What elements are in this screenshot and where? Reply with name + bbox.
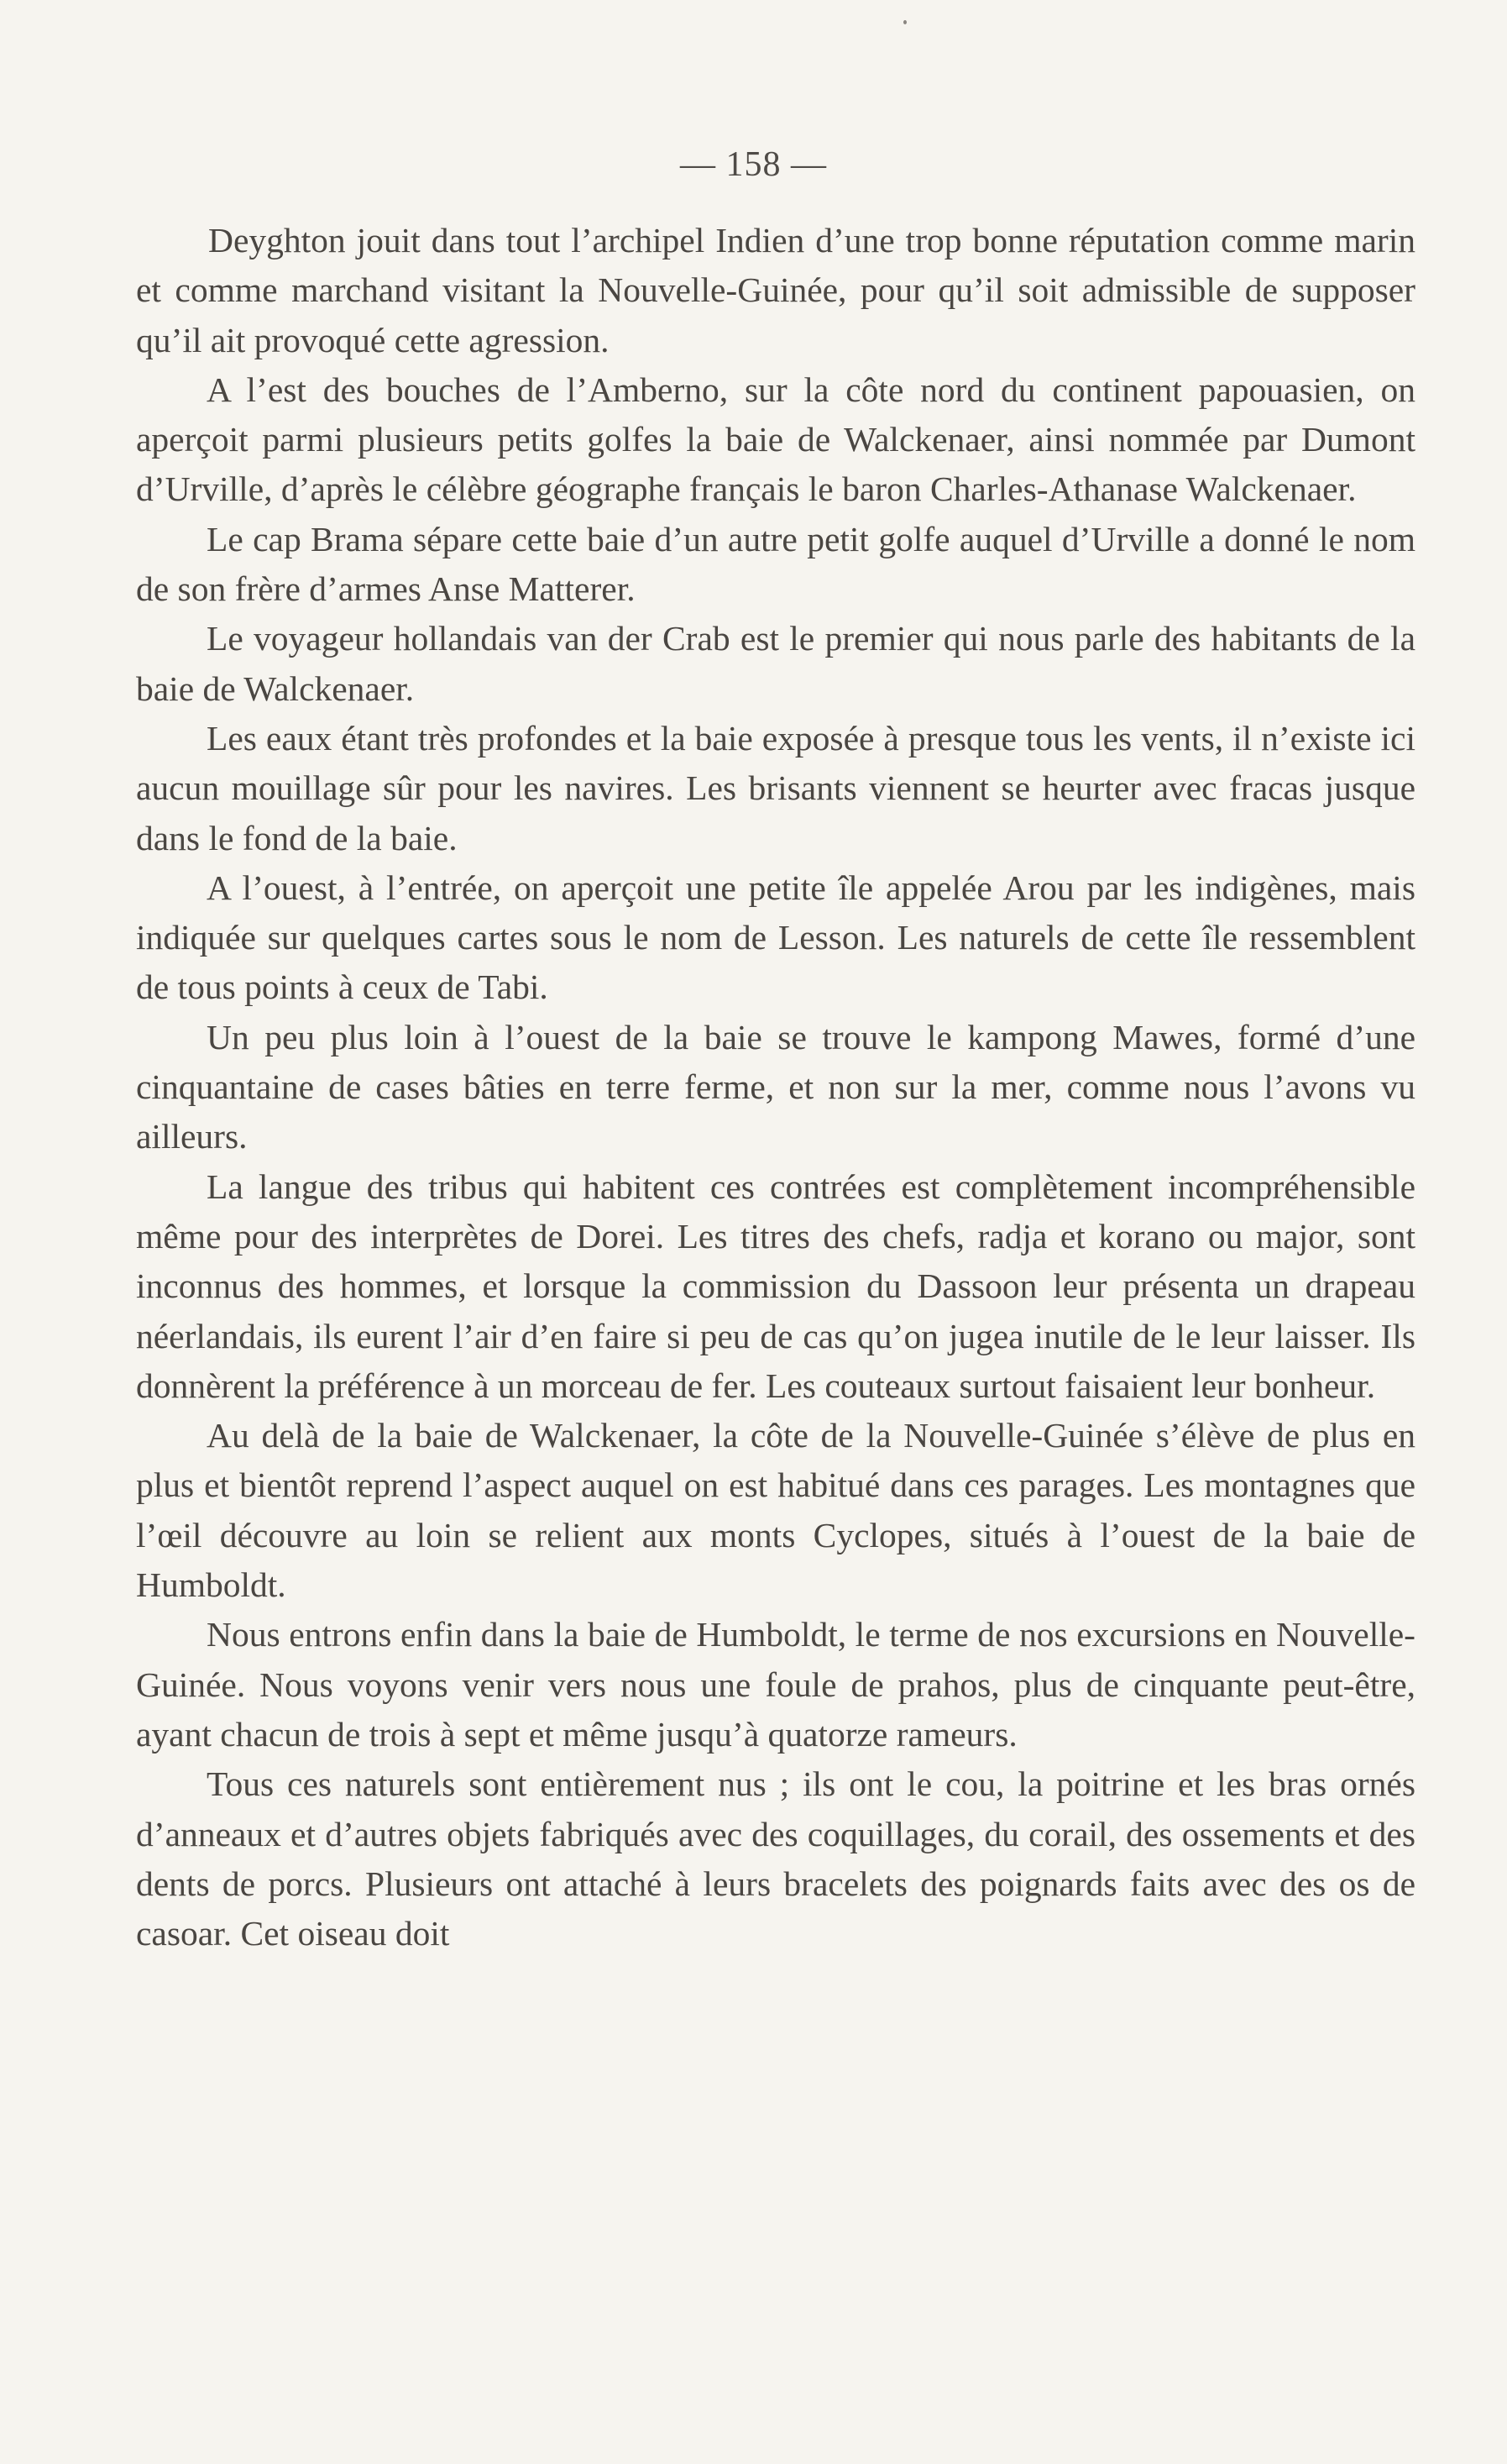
paragraph: Les eaux étant très profondes et la baie exposée à presque tous les vents, il n’existe ici aucun mouillage sûr pour les navires. Les brisants viennent se heurter avec fracas jusque dans le fond de la baie. <box>136 718 1415 857</box>
paragraph: Au delà de la baie de Walckenaer, la côte de la Nouvelle-Guinée s’élève de plus en plus et bientôt reprend l’aspect auquel on est habitué dans ces parages. Les montagnes que l’œil découvre au loin se relient aux monts Cyclopes, situés à l’ouest de la baie de Humboldt. <box>136 1416 1415 1605</box>
paragraph: A l’est des bouches de l’Amberno, sur la côte nord du continent papouasien, on aperçoit parmi plusieurs petits golfes la baie de Walckenaer, ainsi nommée par Dumont d’Urville, d’après le célèbre géographe français le baron Charles-Athanase Walckenaer. <box>136 370 1415 509</box>
body-text <box>136 216 1415 1958</box>
paragraph: Nous entrons enfin dans la baie de Humboldt, le terme de nos excursions en Nouvelle-Guinée. Nous voyons venir vers nous une foule de prahos, plus de cinquante peut-être, ayant chacun de trois à sept et même jusqu’à quatorze rameurs. <box>136 1615 1415 1754</box>
paragraph: A l’ouest, à l’entrée, on aperçoit une petite île appelée Arou par les indigènes, mais indiquée sur quelques cartes sous le nom de Lesson. Les naturels de cette île ressemblent de tous points à ceux de Tabi. <box>136 868 1415 1007</box>
ink-speck <box>903 20 907 24</box>
paragraph: Tous ces naturels sont entièrement nus ; ils ont le cou, la poitrine et les bras ornés d’anneaux et d’autres objets fabriqués avec des coquillages, du corail, des ossements et des dents de porcs. Plusieurs ont attaché à leurs bracelets des poignards faits avec des os de casoar. Cet oiseau doit <box>136 1764 1415 1953</box>
page-number: — 158 — <box>680 145 827 184</box>
paragraph: Le cap Brama sépare cette baie d’un autre petit golfe auquel d’Urville a donné le nom de son frère d’armes Anse Matterer. <box>136 519 1415 609</box>
paragraph: Un peu plus loin à l’ouest de la baie se trouve le kampong Mawes, formé d’une cinquantaine de cases bâties en terre ferme, et non sur la mer, comme nous l’avons vu ailleurs. <box>136 1017 1415 1156</box>
paragraph: Le voyageur hollandais van der Crab est le premier qui nous parle des habitants de la baie de Walckenaer. <box>136 619 1415 708</box>
paragraph: Deyghton jouit dans tout l’archipel Indien d’une trop bonne réputation comme marin et comme marchand visitant la Nouvelle-Guinée, pour qu’il soit admissible de supposer qu’il ait provoqué cette agression. <box>136 221 1415 359</box>
paragraph: La langue des tribus qui habitent ces contrées est complètement incompréhensible même pour des interprètes de Dorei. Les titres des chefs, radja et korano ou major, sont inconnus des hommes, et lorsque la commission du Dassoon leur présenta un drapeau néerlandais, ils eurent l’air d’en faire si peu de cas qu’on jugea inutile de le leur laisser. Ils donnèrent la préférence à un morceau de fer. Les couteaux surtout faisaient leur bonheur. <box>136 1166 1415 1405</box>
